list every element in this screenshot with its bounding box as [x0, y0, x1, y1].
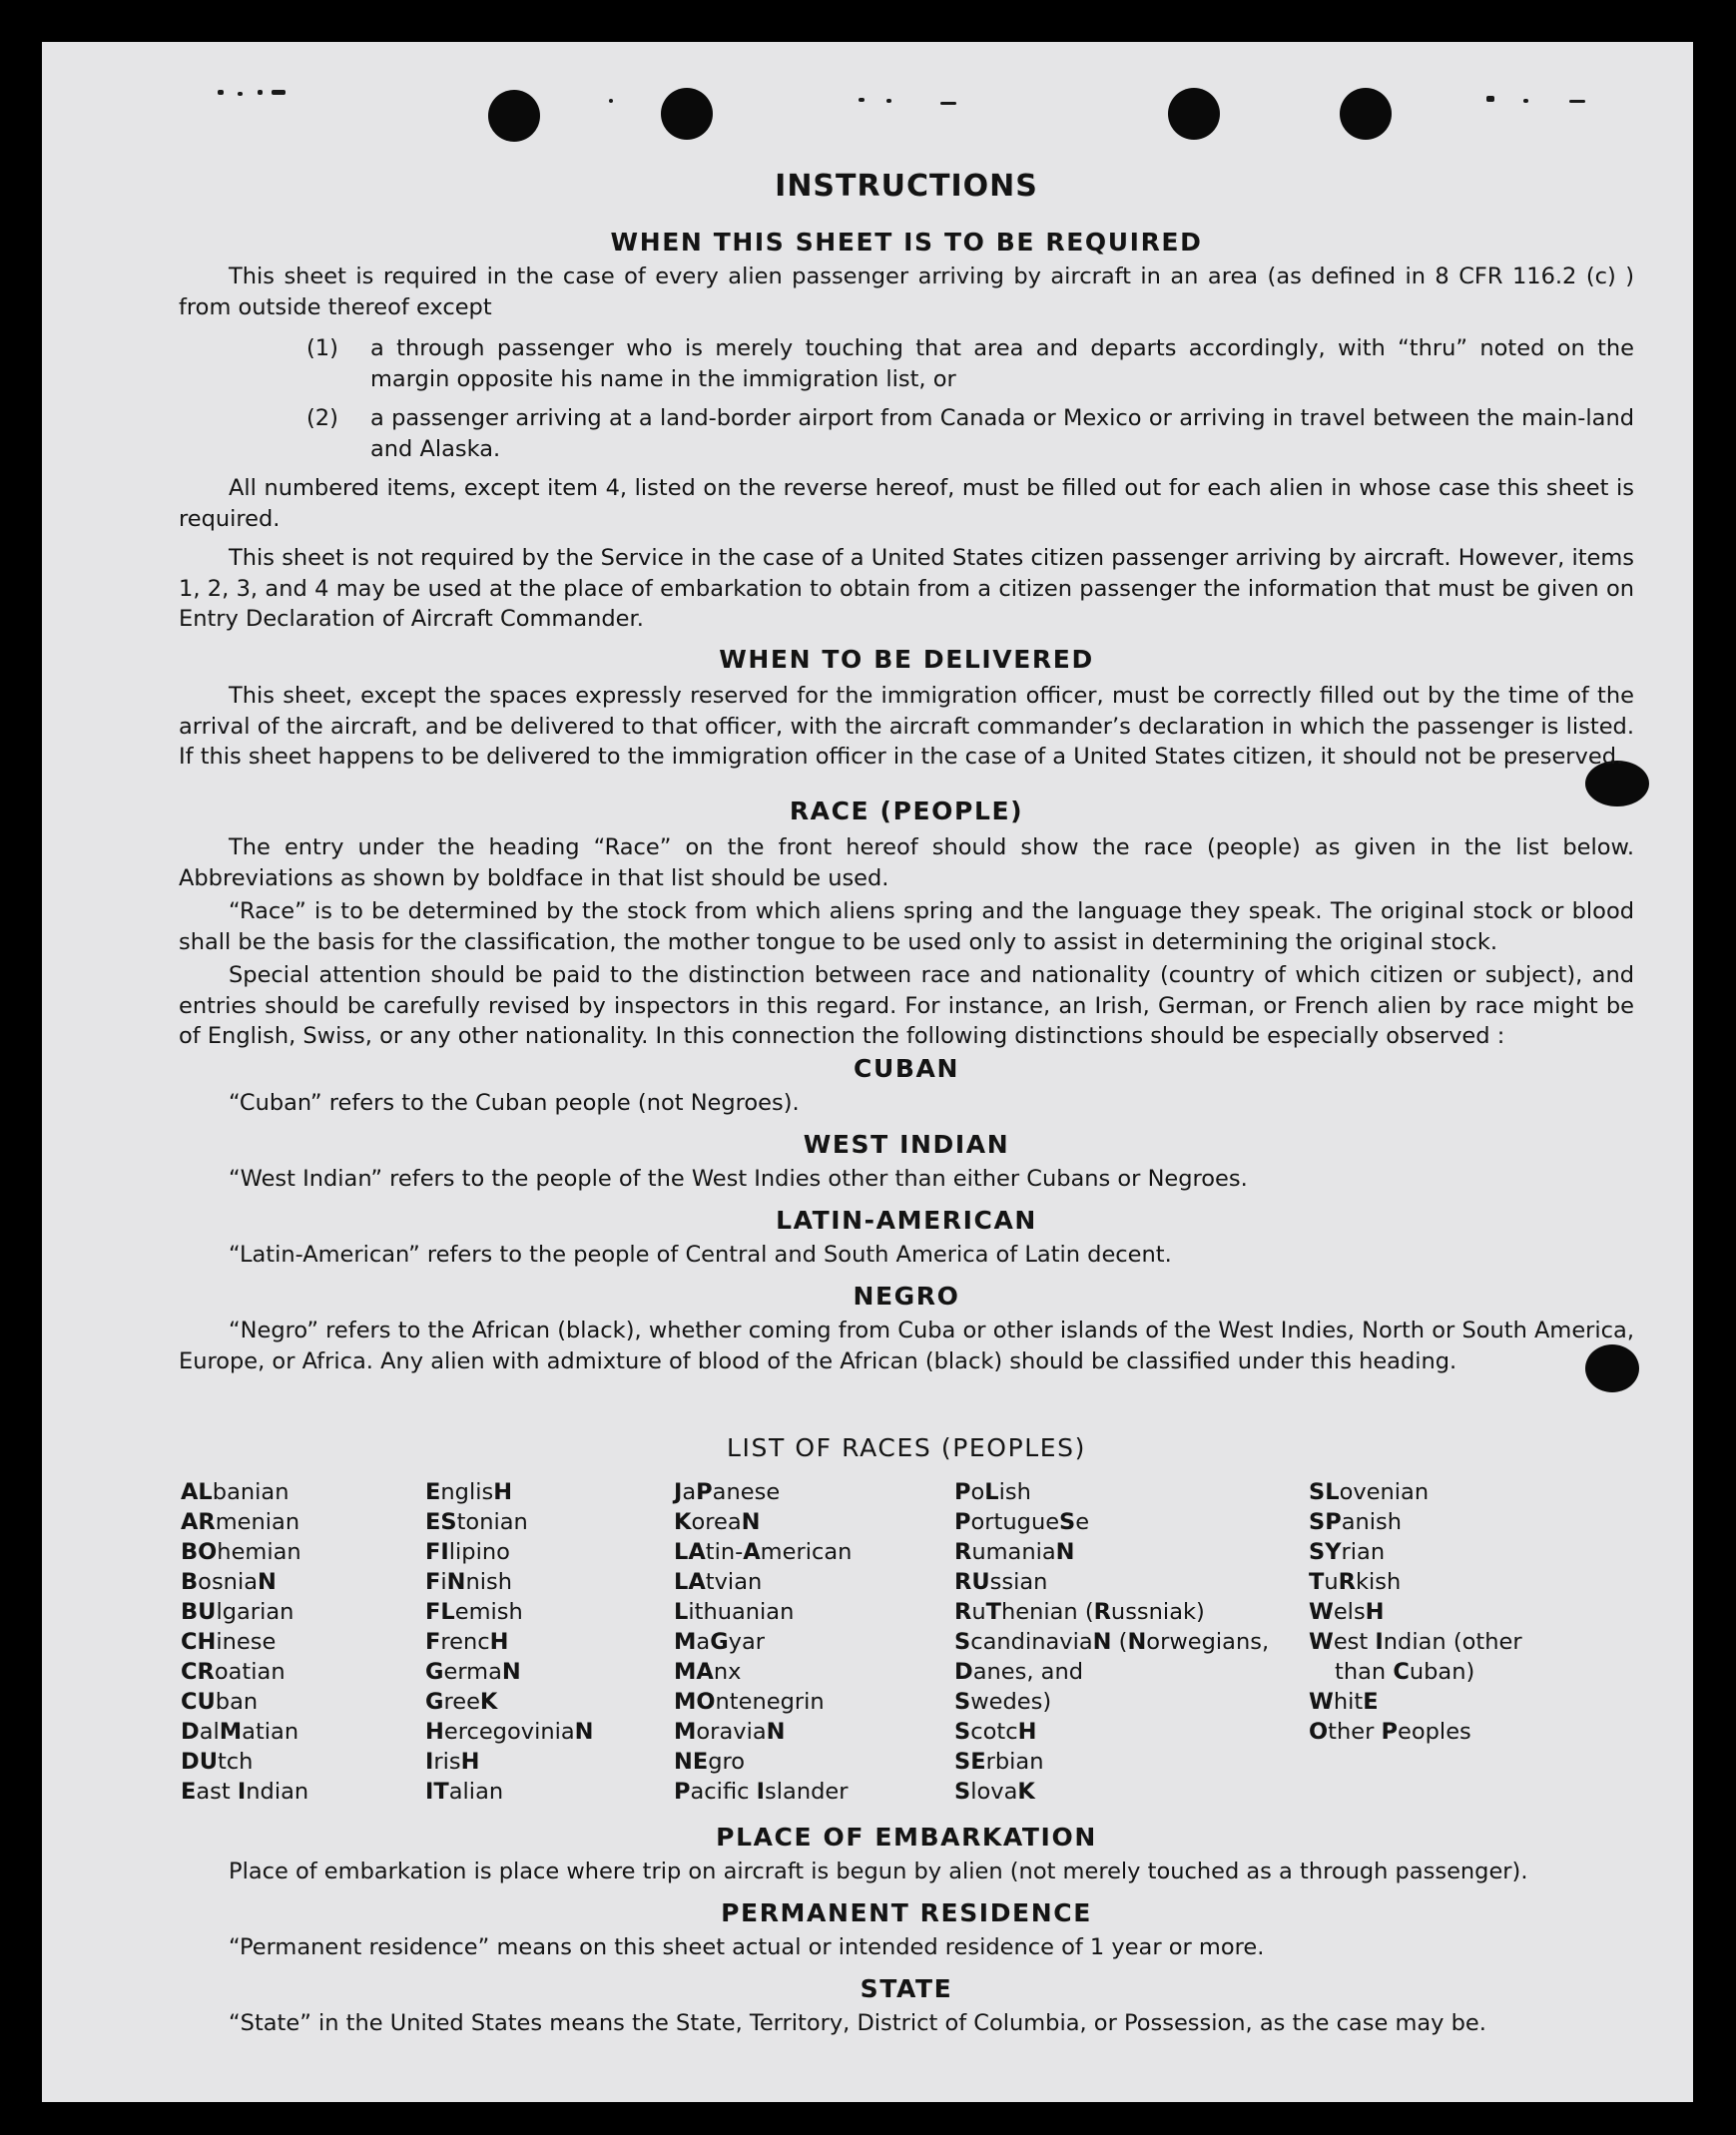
race-entry: BOhemian — [181, 1539, 301, 1565]
west-indian-text: “West Indian” refers to the people of the West Indies other than either Cubans or Negroes. — [229, 1166, 1248, 1192]
race-entry: PortugueSe — [954, 1509, 1090, 1535]
race-entry: Danes, and — [954, 1659, 1083, 1685]
delivered-text: This sheet, except the spaces expressly reserved for the immigration officer, must be correctly filled out by the time of the arrival of the aircraft, and be delivered to that officer, with the aircraft commander’s declaration in which the passenger is listed. If this sheet happens to be delivered to the immigration officer in the case of a United States citizen, it should not be preserved. — [179, 683, 1634, 770]
item-text: a through passenger who is merely touching that area and departs accordingly, with “thru” noted on the margin opposite his name in the immigration list, or — [370, 335, 1634, 392]
race-column — [674, 1477, 852, 1807]
race-entry: TuRkish — [1309, 1569, 1402, 1595]
race-entry: MoraviaN — [674, 1719, 786, 1745]
latin-american-text: “Latin-American” refers to the people of Central and South America of Latin decent. — [229, 1242, 1172, 1268]
race-entry: GreeK — [425, 1689, 498, 1715]
race-entry: KoreaN — [674, 1509, 761, 1535]
race-entry: SYrian — [1309, 1539, 1386, 1565]
race-entry: BosniaN — [181, 1569, 277, 1595]
race-entry: MAnx — [674, 1659, 742, 1685]
race-entry: Lithuanian — [674, 1599, 795, 1625]
race-entry: CRoatian — [181, 1659, 286, 1685]
race-entry: PoLish — [954, 1479, 1031, 1505]
race-entry: LAtvian — [674, 1569, 763, 1595]
race-entry: MaGyar — [674, 1629, 766, 1655]
race-paragraph: Special attention should be paid to the distinction between race and nationality (country of which citizen or subject), and entries should be carefully revised by inspectors in this regard. For instance, an Irish, German, or French alien by race might be of English, Swiss, or any other nationality. In this connection the following distinctions should be especially observed : — [179, 962, 1634, 1049]
race-entry: ITalian — [425, 1779, 504, 1805]
race-entry: DUtch — [181, 1749, 254, 1775]
race-entry: RumaniaN — [954, 1539, 1075, 1565]
race-entry: LAtin-American — [674, 1539, 853, 1565]
negro-text: “Negro” refers to the African (black), whether coming from Cuba or other islands of the West Indies, North or South America, Europe, or Africa. Any alien with admixture of blood of the African (black) should be classified under this heading. — [179, 1318, 1634, 1374]
race-entry: East Indian — [181, 1779, 309, 1805]
race-paragraph: “Race” is to be determined by the stock from which aliens spring and the language they speak. The original stock or blood shall be the basis for the classification, the mother tongue to be used only to assist in determining the original stock. — [179, 898, 1634, 955]
race-entry: WhitE — [1309, 1689, 1379, 1715]
embarkation-text: Place of embarkation is place where trip on aircraft is begun by alien (not merely touched as a through passenger). — [229, 1859, 1528, 1884]
speck — [1569, 100, 1585, 103]
required-paragraph: All numbered items, except item 4, listed on the reverse hereof, must be filled out for each alien in whose case this sheet is required. — [179, 475, 1634, 532]
section-heading-required: WHEN THIS SHEET IS TO BE REQUIRED — [610, 228, 1203, 257]
item-text: a passenger arriving at a land-border airport from Canada or Mexico or arriving in travel between the main-land and Alaska. — [370, 405, 1634, 462]
race-entry: CUban — [181, 1689, 259, 1715]
speck — [258, 90, 263, 95]
state-text: “State” in the United States means the State, Territory, District of Columbia, or Possession, as the case may be. — [229, 2010, 1486, 2036]
race-entry: WelsH — [1309, 1599, 1385, 1625]
section-heading-cuban: CUBAN — [854, 1054, 959, 1083]
section-heading-delivered: WHEN TO BE DELIVERED — [719, 645, 1094, 674]
race-column — [1309, 1477, 1522, 1747]
speck — [218, 90, 224, 95]
section-heading-west-indian: WEST INDIAN — [803, 1130, 1010, 1159]
race-entry: GermaN — [425, 1659, 521, 1685]
race-entry: West Indian (other — [1309, 1629, 1522, 1655]
race-entry: CHinese — [181, 1629, 277, 1655]
cuban-text: “Cuban” refers to the Cuban people (not Negroes). — [229, 1090, 800, 1116]
race-entry: NEgro — [674, 1749, 746, 1775]
race-entry: SPanish — [1309, 1509, 1403, 1535]
race-entry: Swedes) — [954, 1689, 1052, 1715]
section-heading-embarkation: PLACE OF EMBARKATION — [716, 1823, 1097, 1852]
speck — [940, 102, 956, 105]
race-entry: FiNnish — [425, 1569, 513, 1595]
race-entry: FIlipino — [425, 1539, 510, 1565]
residence-text: “Permanent residence” means on this sheet actual or intended residence of 1 year or more. — [229, 1934, 1265, 1960]
speck — [1523, 99, 1528, 103]
speck — [859, 98, 865, 102]
race-entry: RuThenian (Russniak) — [954, 1599, 1205, 1625]
race-entry: ScotcH — [954, 1719, 1037, 1745]
race-entry: EStonian — [425, 1509, 528, 1535]
race-column — [425, 1477, 594, 1807]
race-entry: SLovenian — [1309, 1479, 1430, 1505]
race-entry: RUssian — [954, 1569, 1048, 1595]
race-entry: HercegoviniaN — [425, 1719, 594, 1745]
race-entry: FrencH — [425, 1629, 509, 1655]
section-heading-latin-american: LATIN-AMERICAN — [776, 1206, 1037, 1235]
punch-hole — [661, 88, 713, 140]
race-entry: BUlgarian — [181, 1599, 294, 1625]
race-entry: ALbanian — [181, 1479, 289, 1505]
item-number: (2) — [306, 405, 338, 431]
speck — [238, 92, 243, 96]
race-entry: EnglisH — [425, 1479, 513, 1505]
race-entry: ARmenian — [181, 1509, 300, 1535]
punch-hole — [1340, 88, 1392, 140]
race-entry: Pacifc Islander — [674, 1779, 849, 1805]
required-paragraph: This sheet is not required by the Service in the case of a United States citizen passenger arriving by aircraft. However, items 1, 2, 3, and 4 may be used at the place of embarkation to obtain from a citizen passenger the information that must be given on Entry Declaration of Aircraft Commander. — [179, 545, 1634, 632]
punch-hole — [1168, 88, 1220, 140]
race-entry: than Cuban) — [1335, 1659, 1475, 1685]
race-entry: FLemish — [425, 1599, 523, 1625]
race-entry: IrisH — [425, 1749, 480, 1775]
section-heading-list: LIST OF RACES (PEOPLES) — [726, 1433, 1086, 1462]
race-entry: Other Peoples — [1309, 1719, 1471, 1745]
speck — [609, 99, 613, 103]
race-entry: ScandinaviaN (Norwegians, — [954, 1629, 1270, 1655]
race-entry: JaPanese — [674, 1479, 781, 1505]
speck — [272, 90, 286, 95]
document-sheet — [42, 42, 1693, 2102]
speck — [1486, 96, 1494, 102]
race-column — [954, 1477, 1269, 1807]
race-paragraph: The entry under the heading “Race” on the front hereof should show the race (people) as given in the list below. Abbreviations as shown by boldface in that list should be used. — [179, 834, 1634, 891]
race-entry: SErbian — [954, 1749, 1044, 1775]
required-intro: This sheet is required in the case of every alien passenger arriving by aircraft in an area (as defined in 8 CFR 116.2 (c) ) from outside thereof except — [179, 264, 1634, 320]
punch-hole — [488, 90, 540, 142]
item-number: (1) — [306, 335, 338, 361]
section-heading-negro: NEGRO — [853, 1282, 960, 1311]
section-heading-race: RACE (PEOPLE) — [789, 797, 1024, 825]
speck — [886, 99, 891, 103]
section-heading-state: STATE — [860, 1974, 953, 2003]
section-heading-residence: PERMANENT RESIDENCE — [721, 1898, 1092, 1927]
race-entry: SlovaK — [954, 1779, 1035, 1805]
race-column — [181, 1477, 308, 1807]
race-entry: MOntenegrin — [674, 1689, 825, 1715]
page-title: INSTRUCTIONS — [775, 169, 1038, 204]
race-entry: DalMatian — [181, 1719, 299, 1745]
